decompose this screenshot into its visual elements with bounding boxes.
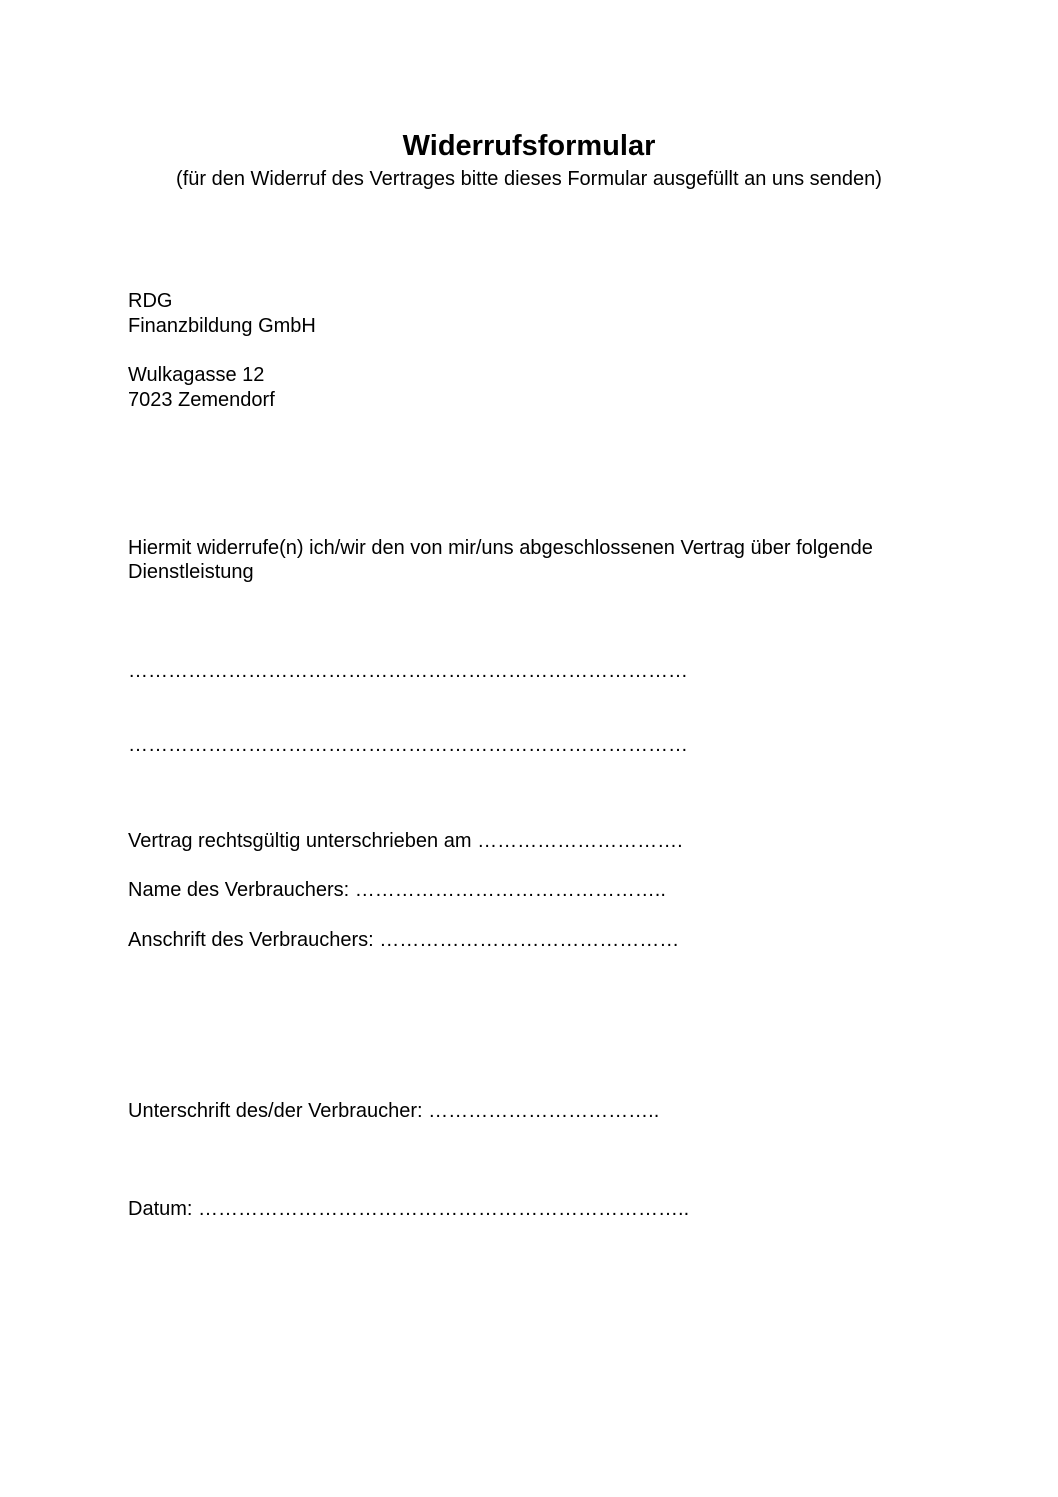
address-company-line1: RDG xyxy=(128,290,173,312)
date-field: Datum: ……………………………………………………………….. xyxy=(128,1198,690,1220)
address-street: Wulkagasse 12 xyxy=(128,364,265,386)
contract-date-field: Vertrag rechtsgültig unterschrieben am …………………………. xyxy=(128,830,683,852)
withdrawal-statement-line1: Hiermit widerrufe(n) ich/wir den von mir/uns abgeschlossenen Vertrag über folgende xyxy=(128,537,873,559)
address-company-line2: Finanzbildung GmbH xyxy=(128,315,316,337)
page-title: Widerrufsformular xyxy=(402,130,656,162)
consumer-address-field: Anschrift des Verbrauchers: ……………………………………… xyxy=(128,929,680,951)
address-city: 7023 Zemendorf xyxy=(128,389,275,411)
consumer-name-field: Name des Verbrauchers: ……………………………………….. xyxy=(128,879,666,901)
signature-field: Unterschrift des/der Verbraucher: …………………………….. xyxy=(128,1100,660,1122)
service-blank-line-1: ………………………………………………………………………… xyxy=(128,660,688,682)
service-blank-line-2: ………………………………………………………………………… xyxy=(128,734,688,756)
page-subtitle: (für den Widerruf des Vertrages bitte dieses Formular ausgefüllt an uns senden) xyxy=(176,168,882,190)
withdrawal-statement-line2: Dienstleistung xyxy=(128,561,254,583)
